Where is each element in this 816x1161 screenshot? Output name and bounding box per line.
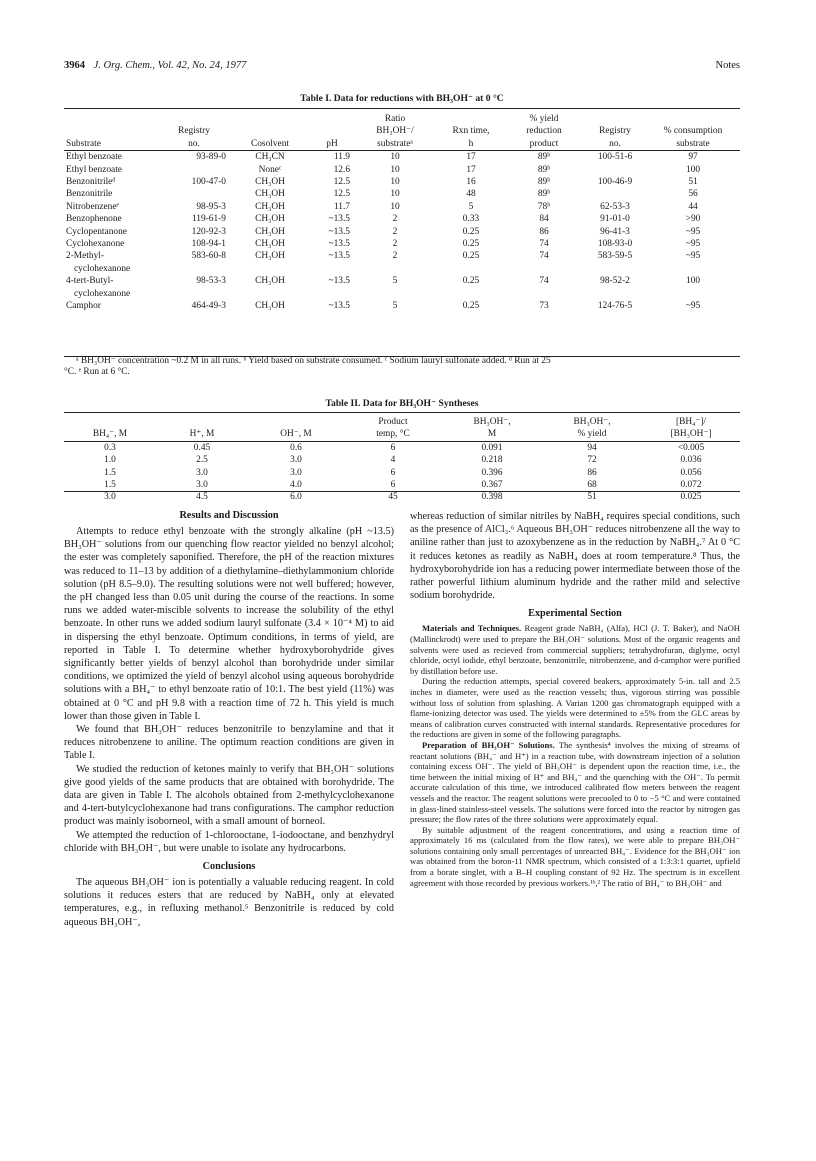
t2-cell-bh3oh: 0.091 [481,442,503,453]
t1-cell-substrate: Nitrobenzeneᵉ [66,201,119,212]
t1-h-cons-a: % consumption [663,126,723,137]
table2-caption: Table II. Data for BH₃OH⁻ Syntheses [325,398,479,409]
t1-cell-consumption: 97 [688,152,698,163]
t1-cell-cosolvent: CH₃OH [255,301,285,312]
t1-cell-ratio: 5 [392,301,398,312]
t2-cell-temp: 6 [390,442,396,453]
t2-cell-h: 3.0 [196,480,208,491]
t1-cell-time: 17 [466,152,476,163]
t1-h-registry-a: Registry [178,126,210,137]
experimental-paragraph-3 [410,740,740,825]
t1-cell-cosolvent: CH₃OH [255,214,285,225]
t1-cell-ph: 11.9 [333,152,350,163]
t2-cell-bh4: 0.3 [104,442,116,453]
t1-cell-cosolvent: CH₃OH [255,276,285,287]
t1-cell-yield: 86 [539,226,549,237]
t1-cell-product-registry: 100-51-6 [597,152,633,163]
t1-h-registry-b: no. [160,138,228,151]
t2-cell-oh: 3.0 [290,455,302,466]
table1-caption: Table I. Data for reductions with BH₃OH⁻ at 0 °C [300,93,504,104]
t1-cell-ph: 12.5 [333,177,350,188]
t2-h-bh3oh-a: BH₃OH⁻, [473,417,511,427]
journal-citation: J. Org. Chem., Vol. 42, No. 24, 1977 [93,60,247,71]
t1-cell-cosolvent: CH₃OH [255,226,285,237]
t1-cell-registry: 583-60-8 [191,251,226,262]
t1-cell-consumption: ~95 [685,226,701,237]
table1-footnotes [64,356,740,379]
t1-cell-substrate: Cyclohexanone [66,239,125,250]
t1-h-cons-b: substrate [646,138,740,151]
t2-cell-bh4: 3.0 [104,492,116,503]
t1-cell-ratio: 10 [390,189,400,200]
t2-cell-yield: 86 [587,467,597,478]
t1-cell-consumption: 100 [685,276,701,287]
t2-cell-bh3oh: 0.398 [481,492,503,503]
table-row [64,491,740,503]
t1-cell-ph: ~13.5 [328,276,350,287]
t1-cell-ratio: 5 [392,276,398,287]
table-row [64,176,740,188]
t2-cell-h: 2.5 [196,455,208,466]
t1-cell-consumption: ~95 [685,239,701,250]
t1-cell-ph: 12.5 [333,189,350,200]
materials-text: Reagent grade NaBH₄ (Alfa), HCl (J. T. Baker), and NaOH (Mallinckrodt) were used to prepare the BH₃OH⁻ solutions. Most of the organic reagents and solvents were used as recieved from commercial suppliers; tetrahydrofuran, diglyme, octyl chloride, octyl iodide, ethyl benzoate, benzonitrile, nitrobenzene, and d-camphor were purified by distillation before use. [410,623,740,676]
t2-cell-ratio: 0.025 [680,492,702,503]
t1-h-rxn-a: Rxn time, [452,126,490,137]
results-paragraph-1: Attempts to reduce ethyl benzoate with the strongly alkaline (pH ~13.5) BH₃OH⁻ solutions from our quenching flow reactor yielded no benzyl alcohol; the ester was completely saponified. Therefore, the pH of the reaction mixtures was reduced to 11–13 by addition of a diethylamine–diethylammonium chloride solution (pH 8.5–9.0). The resulting solutions were not well buffered; however, the pH changed less than 0.05 unit during the course of the reactions. In some runs we added water-miscible solvents to increase the solubility of the ethyl benzoate. In other runs we added sodium lauryl sulfonate (3.4 × 10⁻⁴ M) to aid in dispersing the ethyl benzoate. Optimum conditions, in terms of yield, are reported in Table I. To determine whether hydroxyborohydride gives significantly better yields of benzyl alcohol than borohydride under similar conditions, we optimized the yield of benzyl alcohol using aqueous borohydride solutions with a BH₄⁻ to ethyl benzoate ratio of 10:1. The best yield (11%) was obtained at 0 °C and pH 9.8 with a reaction time of 72 h. This yield is much lower than those given in Table I. [64,526,394,722]
header-left [64,60,246,71]
t1-cell-ratio: 2 [392,214,398,225]
t1-cell-time: 17 [466,164,476,175]
t1-cell-time: 0.25 [462,251,480,262]
t1-h-reg2-a: Registry [599,126,631,137]
t1-cell-ph: 11.7 [333,201,350,212]
t1-h-reg2-b: no. [584,138,646,151]
t1-h-ph: pH [312,138,352,151]
t2-cell-bh4: 1.5 [104,480,116,491]
t2-cell-temp: 45 [388,492,398,503]
page-number: 3964 [64,60,85,71]
t1-cell-product-registry: 96-41-3 [600,226,630,237]
t2-h-bh4: BH₄⁻, M [64,428,156,441]
section-label: Notes [715,60,740,71]
conclusions-continued: whereas reduction of similar nitriles by NaBH₄ requires special conditions, such as the presence of AlCl₃.⁶ Aqueous BH₃OH⁻ reduces nitrobenzene all the way to aniline rather than just to azoxybenzene as in the reduction by NaBH₄.⁷ At 0 °C it reduces ketones as readily as NaBH₄ does at room temperature.⁸ Thus, the hydroxyborohydride ion has a reducing power intermediate between those of the rather powerful lithium aluminum hydride and the rather mild and selective sodium borohydride. [410,511,740,602]
t2-cell-h: 4.5 [196,492,208,503]
t2-h-temp-b: temp, °C [344,428,442,441]
table1-footnote-line2: °C. ᵉ Run at 6 °C. [64,367,130,378]
experimental-heading: Experimental Section [528,608,622,620]
t1-h-ratio-b: BH₃OH⁻/ [376,126,414,137]
t1-cell-yield: 89ᵇ [537,177,551,188]
table-row [64,300,740,312]
t1-cell-time: 16 [466,177,476,188]
preparation-label: Preparation of BH₃OH⁻ Solutions. [422,739,555,750]
t2-h-oh: OH⁻, M [248,428,344,441]
table-row-continuation [64,288,740,300]
t2-cell-ratio: <0.005 [677,442,705,453]
table-row [64,479,740,491]
t1-cell-yield: 89ᵇ [537,152,551,163]
t1-cell-ratio: 2 [392,226,398,237]
t2-cell-bh3oh: 0.396 [481,467,503,478]
t2-cell-h: 3.0 [196,467,208,478]
table2-body [64,441,740,504]
t1-cell-substrate-cont: cyclohexanone [74,288,131,299]
t1-cell-registry: 93-89-0 [196,152,226,163]
t1-cell-substrate: 2-Methyl- [66,251,105,262]
t1-cell-cosolvent: CH₃CN [255,152,285,163]
t1-cell-consumption: 44 [688,201,698,212]
t1-cell-consumption: 100 [685,164,701,175]
t2-h-temp-a: Product [378,417,408,427]
t1-cell-substrate: Benzophenone [66,214,122,225]
t1-cell-consumption: ~95 [685,301,701,312]
t1-cell-cosolvent: Noneᶜ [258,164,282,175]
t1-cell-time: 0.25 [462,226,480,237]
t2-cell-yield: 94 [587,442,597,453]
t1-cell-registry: 120-92-3 [191,226,226,237]
table-row [64,441,740,454]
t2-cell-yield: 68 [587,480,597,491]
t1-h-yield-b: reduction [526,126,562,137]
t2-cell-temp: 6 [390,480,396,491]
table-row [64,213,740,225]
table-row [64,275,740,287]
t1-cell-time: 48 [466,189,476,200]
t1-cell-ratio: 2 [392,251,398,262]
materials-label: Materials and Techniques. [422,623,522,634]
t1-cell-time: 0.25 [462,276,480,287]
table-row [64,201,740,213]
table-row-continuation [64,263,740,275]
results-paragraph-4: We attempted the reduction of 1-chlorooctane, 1-iodooctane, and benzhydryl chloride with BH₃OH⁻, but were unable to isolate any hydrocarbons. [64,829,394,854]
t2-cell-oh: 0.6 [290,442,302,453]
t1-cell-registry: 464-49-3 [191,301,226,312]
t1-cell-time: 0.25 [462,239,480,250]
right-column [410,510,740,888]
t2-cell-bh4: 1.0 [104,455,116,466]
t1-cell-cosolvent: CH₃OH [255,201,285,212]
t1-cell-time: 5 [468,201,474,212]
t1-cell-time: 0.25 [462,301,480,312]
t1-cell-yield: 84 [539,214,549,225]
t2-h-bh3oh-b: M [442,428,542,441]
t1-cell-consumption: 56 [688,189,698,200]
t1-cell-cosolvent: CH₃OH [255,251,285,262]
t2-cell-ratio: 0.036 [680,455,702,466]
table1 [64,113,740,313]
t2-h-ratio-a: [BH₄⁻]/ [675,417,707,427]
t1-cell-substrate: Ethyl benzoate [66,152,122,163]
t2-h-yield-a: BH₃OH⁻, [573,417,611,427]
t1-cell-product-registry: 91-01-0 [600,214,630,225]
t1-cell-substrate: Camphor [66,301,101,312]
t1-cell-ratio: 10 [390,177,400,188]
experimental-paragraph-1 [410,623,740,676]
t2-cell-bh3oh: 0.218 [481,455,503,466]
table-row [64,151,740,164]
t1-h-yield-a: % yield [529,114,559,124]
t1-cell-cosolvent: CH₃OH [255,239,285,250]
experimental-paragraph-2: During the reduction attempts, special covered beakers, approximately 5-in. tall and 2.5 inches in diameter, were used as the reaction vessels; thus, vigorous stirring was possible without loss of solution from splashing. A Varian 1200 gas chromatograph equipped with a flame-ionizing detector was used. The yields were determined to ±5% from the GLC areas by means of calibration curves constructed with internal standards. Representative procedures for the reductions are given in some of the following paragraphs. [410,676,740,740]
t1-cell-ratio: 10 [390,164,400,175]
t1-cell-product-registry [584,188,646,200]
t2-cell-oh: 3.0 [290,467,302,478]
t2-cell-yield: 51 [587,492,597,503]
t1-cell-yield: 89ᵇ [537,164,551,175]
t1-h-substrate: Substrate [64,138,160,151]
t1-cell-yield: 89ᵇ [537,189,551,200]
t2-cell-oh: 6.0 [290,492,302,503]
t1-cell-consumption: >90 [685,214,701,225]
t2-cell-ratio: 0.056 [680,467,702,478]
t1-cell-ratio: 10 [390,152,400,163]
t1-cell-ph: ~13.5 [328,301,350,312]
table1-body [64,151,740,313]
left-column [64,510,394,929]
conclusions-heading: Conclusions [202,861,256,873]
t1-cell-consumption: 51 [688,177,698,188]
t1-cell-ratio: 2 [392,239,398,250]
t2-h-h: H⁺, M [156,428,248,441]
running-header [64,60,740,76]
t1-cell-registry [160,188,228,200]
t1-cell-substrate: 4-tert-Butyl- [66,276,114,287]
table2-top-rule [64,412,740,413]
t1-cell-substrate: Benzonitrileᵈ [66,177,116,188]
t1-h-ratio-c: substrateᵃ [352,138,438,151]
conclusions-paragraph-1: The aqueous BH₃OH⁻ ion is potentially a valuable reducing reagent. In cold solutions it reduces esters that are reduced by NaBH₄ only at elevated temperatures, e.g., in refluxing methanol.⁵ Benzonitrile is reduced by cold aqueous BH₃OH⁻, [64,877,394,928]
t1-cell-product-registry: 98-52-2 [600,276,630,287]
t2-cell-oh: 4.0 [290,480,302,491]
t2-cell-ratio: 0.072 [680,480,702,491]
t1-cell-ph: ~13.5 [328,251,350,262]
t1-cell-substrate: Benzonitrile [66,189,113,200]
t1-cell-product-registry [584,164,646,176]
t2-cell-yield: 72 [587,455,597,466]
t1-cell-ph: 12.6 [333,164,350,175]
t1-cell-yield: 73 [539,301,549,312]
t1-cell-registry: 108-94-1 [191,239,226,250]
t2-cell-temp: 4 [390,455,396,466]
t2-h-ratio-b: [BH₃OH⁻] [642,428,740,441]
t1-cell-product-registry: 62-53-3 [600,201,630,212]
results-paragraph-3: We studied the reduction of ketones mainly to verify that BH₃OH⁻ solutions give good yields of the same products that are obtained with borohydride. The data are given in Table I. The alcohols obtained from 2-methylcyclohexanone and 4-tert-butylcyclohexanone had trans configurations. The camphor reduction product was mainly isoborneol, with a small amount of borneol. [64,763,394,828]
t1-cell-yield: 74 [539,239,549,250]
t1-cell-product-registry: 100-46-9 [597,177,633,188]
table-row [64,467,740,479]
t1-cell-substrate: Ethyl benzoate [66,164,122,175]
t1-cell-registry: 100-47-0 [191,177,226,188]
t1-cell-cosolvent: CH₃OH [255,177,285,188]
t1-cell-substrate-cont: cyclohexanone [74,263,131,274]
t1-cell-registry: 98-53-3 [196,276,226,287]
t1-h-yield-c: product [504,138,584,151]
t2-cell-h: 0.45 [193,442,211,453]
t1-cell-substrate: Cyclopentanone [66,226,127,237]
table-row [64,454,740,466]
preparation-text: The synthesis⁴ involves the mixing of streams of reactant solutions (BH₄⁻ and H⁺) in a reaction tube, with downstream injection of a solution containing excess OH⁻. The yield of BH₃OH⁻ is dependent upon the reaction time, i.e., the time between the initial mixing of H⁺ and BH₄⁻ and the quenching with the OH⁻. To permit accurate calculation of this time, we introduced calibrated flow meters between the reagent vessels and the reactor. The reagent solutions were precooled to 0 to −5 °C and were contained in glass-lined stainless-steel vessels. The solutions were forced into the reactor by nitrogen gas pressure; the flow rates of the three solutions were approximately equal. [410,739,740,825]
table1-top-rule [64,108,740,109]
t1-cell-registry [160,164,228,176]
table2-bottom-rule [64,491,740,492]
table-row [64,250,740,262]
t1-cell-yield: 74 [539,276,549,287]
t1-cell-yield: 78ᵇ [537,201,551,212]
t1-cell-cosolvent: CH₃OH [255,189,285,200]
t2-cell-bh3oh: 0.367 [481,480,503,491]
results-heading: Results and Discussion [179,510,279,521]
t1-cell-yield: 74 [539,251,549,262]
table-row [64,188,740,200]
table1-footnote-line1: ᵃ BH₃OH⁻ concentration ~0.2 M in all runs. ᵇ Yield based on substrate consumed. ᶜ Sodium lauryl sulfonate added. ᵈ Run at 25 [76,356,551,366]
t2-h-yield-b: % yield [542,428,642,441]
t2-cell-temp: 6 [390,467,396,478]
t1-cell-product-registry: 108-93-0 [597,239,633,250]
t1-cell-ratio: 10 [390,201,400,212]
t1-cell-product-registry: 583-59-5 [597,251,633,262]
table-row [64,164,740,176]
t1-cell-registry: 119-61-9 [191,214,226,225]
t1-cell-consumption: ~95 [685,251,701,262]
t1-cell-ph: ~13.5 [328,226,350,237]
t1-h-rxn-b: h [438,138,504,151]
t1-cell-time: 0.33 [462,214,480,225]
t1-cell-ph: ~13.5 [328,239,350,250]
t1-h-cosolvent: Cosolvent [228,138,312,151]
table-row [64,238,740,250]
results-paragraph-2: We found that BH₃OH⁻ reduces benzonitrile to benzylamine and that it reduces nitrobenzene to aniline. The optimum reaction conditions are given in Table I. [64,724,394,762]
t1-h-ratio-a: Ratio [384,114,406,124]
experimental-paragraph-4: By suitable adjustment of the reagent concentrations, and using a reaction time of approximately 16 ms (calculated from the flow rates), we were able to prepare BH₃OH⁻ solutions containing only small percentages of unreacted BH₄⁻. Evidence for the BH₃OH⁻ ion was obtained from the boron-11 NMR spectrum, which consisted of a 1:3:3:1 quartet, upfield from a borate singlet, with a B–H coupling constant of 92 Hz. The spectrum is in excellent agreement with those recorded by previous workers.¹ᵇ,² The ratio of BH₄⁻ to BH₃OH⁻ and [410,824,740,888]
t1-cell-product-registry: 124-76-5 [597,301,633,312]
t2-cell-bh4: 1.5 [104,467,116,478]
table-row [64,226,740,238]
t1-cell-registry: 98-95-3 [196,201,226,212]
t1-cell-ph: ~13.5 [328,214,350,225]
